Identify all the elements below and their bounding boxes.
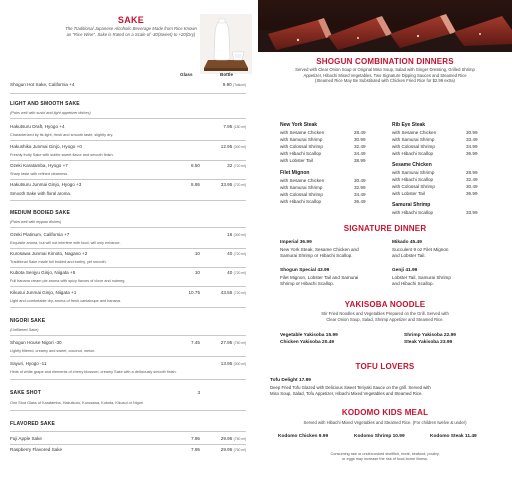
item-name: with Hibachi Scallop bbox=[280, 151, 322, 156]
price: 13.95 bbox=[220, 361, 233, 366]
item-glass-price: 10.75 bbox=[188, 290, 200, 295]
kids-description: Served with Hibachi Mixed Vegetables and Steamed Rice. (For children twelve & under) bbox=[303, 420, 467, 425]
tofu-item-name: Tofu Delight 17.99 bbox=[270, 378, 311, 383]
unit: (300 ml) bbox=[233, 145, 246, 149]
item-price: 34.49 bbox=[354, 151, 366, 156]
item-price: 28.99 bbox=[466, 170, 478, 175]
item-price: 36.99 bbox=[466, 151, 478, 156]
item-desc: Characterized by its light, fresh and smooth taste, slightly dry. bbox=[10, 133, 114, 137]
sake-row bbox=[10, 447, 250, 453]
tofu-title: TOFU LOVERS bbox=[355, 362, 415, 371]
signature-item-name: Genji 41.99 bbox=[392, 268, 418, 273]
signature-item-desc bbox=[280, 247, 359, 259]
divider bbox=[10, 356, 246, 357]
dinner-column bbox=[258, 0, 512, 484]
item-price: 36.49 bbox=[354, 199, 366, 204]
sake-row bbox=[10, 232, 250, 238]
divider bbox=[10, 248, 246, 249]
desc-line: Shrimp or Hibachi Scallop. bbox=[280, 281, 335, 287]
desc-line: Filet Mignon, Lobster Tail and Samurai bbox=[280, 275, 359, 280]
signature-title: SIGNATURE DINNER bbox=[343, 224, 427, 233]
unit: (300 ml) bbox=[233, 233, 246, 237]
signature-item-desc bbox=[392, 247, 448, 259]
sake-row bbox=[10, 436, 250, 442]
combo-item bbox=[280, 144, 366, 149]
item-name: Kubota Senjyu Ginjo, Niigata +5 bbox=[10, 270, 76, 275]
item-price: 32.49 bbox=[466, 177, 478, 182]
section-title: LIGHT AND SMOOTH SAKE bbox=[10, 101, 80, 107]
item-name: with Samurai Shrimp bbox=[392, 170, 435, 175]
combo-item bbox=[392, 144, 478, 149]
section-subtitle: (Pairs well with sushi and light appetizer dishes) bbox=[10, 111, 91, 115]
yakisoba-description bbox=[270, 311, 500, 322]
item-glass-price: 10 bbox=[194, 251, 200, 256]
section-subtitle: One Shot Glass of Karatamba, Hakutsuru, Kurosawa, Kubota, Kikusui or Nigori bbox=[10, 401, 143, 405]
item-price: 30.49 bbox=[466, 184, 478, 189]
bottle-column-label: Bottle bbox=[220, 72, 234, 77]
combo-item bbox=[280, 192, 366, 197]
item-desc: Traditional Sake made full bodied and earthy, yet smooth. bbox=[10, 260, 107, 264]
item-glass-price: 7.45 bbox=[191, 340, 200, 345]
item-name: with Samurai Shrimp bbox=[392, 137, 435, 142]
food-safety-notice bbox=[298, 452, 472, 462]
desc-line: Succulent 9 oz Filet Mignon bbox=[392, 247, 449, 252]
desc-line: Lobster Tail, Samurai Shrimp bbox=[392, 275, 451, 280]
item-price: 28.49 bbox=[354, 130, 366, 135]
price: 16 bbox=[227, 232, 233, 237]
yakisoba-item: Steak Yakisoba 23.99 bbox=[404, 340, 453, 345]
combo-item bbox=[280, 137, 366, 142]
item-price: 33.49 bbox=[466, 137, 478, 142]
item-price: 30.99 bbox=[354, 137, 366, 142]
item-name: with Hibachi Scallop bbox=[392, 177, 434, 182]
divider bbox=[10, 160, 246, 161]
sake-row bbox=[10, 144, 250, 150]
desc-line: Clear Onion Soup, Salad, Shrimp Appetizer and Steamed Rice. bbox=[326, 316, 444, 322]
unit: (Tokkuri) bbox=[233, 83, 246, 87]
steak-photo bbox=[258, 0, 512, 52]
divider bbox=[10, 227, 246, 228]
item-desc: Sharp taste with refined clearness. bbox=[10, 172, 69, 176]
divider bbox=[10, 267, 246, 268]
item-desc: Smooth Sake with floral aroma. bbox=[10, 191, 72, 196]
item-price: 30.99 bbox=[466, 130, 478, 135]
desc-line: Samurai Shrimp or Hibachi Scallop. bbox=[280, 253, 353, 259]
combo-item bbox=[392, 137, 478, 142]
price: 40 bbox=[227, 251, 233, 256]
item-bottle-price bbox=[206, 436, 246, 441]
unit: (720 ml) bbox=[233, 183, 246, 187]
divider bbox=[10, 118, 246, 119]
sake-row bbox=[10, 270, 250, 276]
item-glass-price: 8.95 bbox=[191, 182, 200, 187]
item-desc: Light and comfortable dry, aroma of fresh cantaloupe and banana. bbox=[10, 299, 121, 303]
item-bottle-price bbox=[206, 232, 246, 237]
item-desc: Full banana cream pie aroma with spicy flavors of clove and nutmeg. bbox=[10, 279, 126, 283]
unit: (720 ml) bbox=[233, 271, 246, 275]
combo-group-title: New York Steak bbox=[280, 122, 318, 128]
divider bbox=[10, 335, 246, 336]
hot-sake-row bbox=[10, 82, 250, 88]
signature-item-desc bbox=[280, 275, 358, 287]
sake-row bbox=[10, 251, 250, 257]
kids-item: Kodomo Steak 11.49 bbox=[430, 434, 477, 439]
glass-column-label: Glass bbox=[180, 72, 193, 77]
item-name: with Hibachi Scallop bbox=[392, 210, 434, 215]
divider bbox=[10, 93, 246, 94]
item-bottle-price bbox=[206, 124, 246, 129]
item-name: Hakutsuru Draft, Hyogo +4 bbox=[10, 124, 65, 129]
sake-subtitle-line: as "Rice Wine". Sake is Rated on a Scale of -30(Sweet) to +20(Dry) bbox=[66, 31, 196, 37]
item-desc: Exquisite aroma, but will not interfere with food; will only enhance. bbox=[10, 241, 121, 245]
divider bbox=[10, 307, 246, 308]
signature-item-name: Shogun Special 43.99 bbox=[280, 268, 330, 273]
notice-line: or eggs may increase the risk of food-borne illness. bbox=[342, 457, 428, 462]
combo-desc-line: Appetizer, Hibachi Mixed Vegetables, Two Signature Dipping Sauces and Steamed Rice bbox=[303, 72, 467, 78]
unit: (180 ml) bbox=[233, 125, 246, 129]
item-price: 30.49 bbox=[354, 178, 366, 183]
item-glass-price: 8.50 bbox=[191, 163, 200, 168]
item-name: with Lobster Tail bbox=[280, 158, 313, 163]
combo-item bbox=[280, 158, 366, 163]
item-glass-price: 7.95 bbox=[191, 447, 200, 452]
desc-line: and Hibachi Scallop. bbox=[392, 281, 434, 287]
section-title: SAKE SHOT bbox=[10, 390, 41, 396]
item-bottle-price bbox=[206, 447, 246, 452]
item-bottle-price bbox=[206, 361, 246, 366]
divider bbox=[10, 379, 246, 380]
divider bbox=[10, 410, 246, 411]
item-name: Shogun Hot Sake, California +4 bbox=[10, 82, 75, 87]
item-name: with Samurai Shrimp bbox=[280, 185, 323, 190]
price: 7.95 bbox=[223, 124, 233, 129]
unit: (720 ml) bbox=[233, 164, 246, 168]
signature-item-name: Mikado 45.49 bbox=[392, 240, 422, 245]
unit: (750 ml) bbox=[233, 341, 246, 345]
item-price: 32.49 bbox=[354, 144, 366, 149]
combo-group-title: Sesame Chicken bbox=[392, 162, 432, 168]
divider bbox=[10, 179, 246, 180]
sake-subtitle-line: The Traditional Japanese Alcoholic Beverage Made from Rice Known bbox=[65, 26, 197, 31]
item-bottle-price bbox=[206, 182, 246, 187]
item-name: Kikusui Junmai Ginjo, Niigata +1 bbox=[10, 290, 77, 295]
unit: (750 ml) bbox=[233, 448, 246, 452]
item-name: Ozeki Karatamba, Hyogo +7 bbox=[10, 163, 68, 168]
combo-group-title: Rib Eye Steak bbox=[392, 122, 426, 128]
item-desc: Lightly filtered, creamy and sweet, coconut, melon. bbox=[10, 349, 96, 353]
divider bbox=[10, 286, 246, 287]
divider bbox=[10, 140, 246, 141]
item-name: with Colossal Shrimp bbox=[392, 144, 435, 149]
combo-title: SHOGUN COMBINATION DINNERS bbox=[316, 57, 454, 66]
combo-item bbox=[280, 199, 366, 204]
shot-price: 3 bbox=[197, 390, 200, 395]
sake-row bbox=[10, 163, 250, 169]
combo-item bbox=[280, 130, 366, 135]
desc-line: and Lobster Tail. bbox=[392, 253, 426, 259]
item-bottle-price bbox=[206, 340, 246, 345]
combo-description bbox=[270, 67, 500, 84]
combo-desc-line: Served with Clear Onion Soup or Original Miso Soup, Salad with Ginger Dressing, Grilled Shrimp bbox=[295, 67, 475, 72]
item-name: Shogun House Nigori -30 bbox=[10, 340, 62, 345]
item-name: with Samurai Shrimp bbox=[280, 137, 323, 142]
price: 29.95 bbox=[220, 436, 233, 441]
price: 40 bbox=[227, 270, 233, 275]
item-desc: Freshly fruity Sake with subtle sweet flavor and smooth finish. bbox=[10, 153, 114, 157]
item-price: 32.99 bbox=[354, 185, 366, 190]
item-name: with Colossal Shrimp bbox=[392, 184, 435, 189]
unit: (300 ml) bbox=[233, 362, 246, 366]
item-name: with Colossal Shrimp bbox=[280, 192, 323, 197]
combo-item bbox=[392, 191, 478, 196]
combo-group-title: Samurai Shrimp bbox=[392, 202, 431, 208]
item-glass-price: 7.95 bbox=[191, 436, 200, 441]
combo-group-title: Filet Mignon bbox=[280, 170, 310, 176]
combo-item bbox=[392, 151, 478, 156]
item-glass-price: 10 bbox=[194, 270, 200, 275]
price: 27.95 bbox=[220, 340, 233, 345]
price: 9.90 bbox=[222, 82, 232, 87]
item-bottle-price bbox=[206, 163, 246, 168]
combo-item bbox=[392, 170, 478, 175]
item-name: with Hibachi Scallop bbox=[280, 199, 322, 204]
price: 32 bbox=[227, 163, 233, 168]
section-subtitle: (Unfiltered Sake) bbox=[10, 328, 39, 332]
signature-item-name: Imperial 36.99 bbox=[280, 240, 312, 245]
sake-row bbox=[10, 340, 250, 346]
unit: (720 ml) bbox=[233, 252, 246, 256]
kids-title: KODOMO KIDS MEAL bbox=[341, 408, 429, 417]
sake-title: SAKE bbox=[117, 15, 145, 25]
item-bottle-price bbox=[206, 144, 246, 149]
combo-item bbox=[392, 210, 478, 215]
item-bottle-price bbox=[206, 270, 246, 275]
item-price: 36.99 bbox=[466, 191, 478, 196]
item-name: Raspberry Flavored Sake bbox=[10, 447, 63, 452]
combo-item bbox=[392, 184, 478, 189]
yakisoba-title: YAKISOBA NOODLE bbox=[344, 300, 426, 309]
divider bbox=[10, 431, 246, 432]
item-price: 38.99 bbox=[354, 158, 366, 163]
combo-item bbox=[392, 177, 478, 182]
kids-item: Kodomo Shrimp 10.99 bbox=[354, 434, 405, 439]
combo-item bbox=[280, 178, 366, 183]
item-bottle-price bbox=[206, 82, 246, 87]
shot-row bbox=[10, 390, 250, 396]
item-name: Ozeki Platinum, California +7 bbox=[10, 232, 70, 237]
item-price: 34.49 bbox=[354, 192, 366, 197]
combo-desc-line: (Steamed Rice May Be Substituted with Chicken Fried Rice for $2.99 extra) bbox=[315, 78, 455, 84]
price: 12.95 bbox=[220, 144, 233, 149]
item-price: 33.99 bbox=[466, 210, 478, 215]
section-title: MEDIUM BODIED SAKE bbox=[10, 210, 70, 216]
sake-subtitle bbox=[62, 26, 200, 38]
section-subtitle: (Pairs well with teppan dishes) bbox=[10, 220, 62, 224]
combo-item bbox=[280, 151, 366, 156]
price: 29.95 bbox=[220, 447, 233, 452]
tofu-item-desc bbox=[270, 385, 431, 397]
sake-row bbox=[10, 182, 250, 188]
sake-row bbox=[10, 361, 250, 367]
unit: (720 ml) bbox=[233, 291, 246, 295]
item-name: with Lobster Tail bbox=[392, 191, 425, 196]
item-bottle-price bbox=[206, 251, 246, 256]
item-name: Kurosawa Junmai Kimoto, Nagano +2 bbox=[10, 251, 88, 256]
item-price: 34.99 bbox=[466, 144, 478, 149]
desc-line: New York Steak, Sesame Chicken and bbox=[280, 247, 359, 252]
unit: (750 ml) bbox=[233, 437, 246, 441]
price: 43.55 bbox=[220, 290, 233, 295]
divider bbox=[10, 444, 246, 445]
yakisoba-item: Vegetable Yakisoba 15.99 bbox=[280, 333, 338, 338]
desc-line: Stir Fried Noodles and Vegetables Prepared on the Grill. Served with bbox=[321, 311, 449, 316]
divider bbox=[10, 200, 246, 201]
section-title: NIGORI SAKE bbox=[10, 318, 46, 324]
sake-row bbox=[10, 124, 250, 130]
item-name: with Hibachi Scallop bbox=[392, 151, 434, 156]
item-bottle-price bbox=[206, 290, 246, 295]
item-name: Hakutsuru Junmai Ginjo, Hyogo +3 bbox=[10, 182, 82, 187]
item-name: with Colossal Shrimp bbox=[280, 144, 323, 149]
item-name: with Sesame Chicken bbox=[280, 130, 325, 135]
item-name: Sayuri, Hyogo -11 bbox=[10, 361, 47, 366]
price: 33.95 bbox=[220, 182, 233, 187]
combo-item bbox=[392, 130, 478, 135]
item-name: Fuji Apple Sake bbox=[10, 436, 42, 441]
section-title: FLAVORED SAKE bbox=[10, 421, 56, 427]
desc-line: Miso Soup, Salad, Tofu Appetizer, Hibachi Mixed Vegetables and Steamed Rice. bbox=[270, 390, 423, 396]
yakisoba-item: Shrimp Yakisoba 22.99 bbox=[404, 333, 456, 338]
sake-set-photo bbox=[200, 14, 252, 74]
yakisoba-item: Chicken Yakisoba 20.49 bbox=[280, 340, 335, 345]
signature-item-desc bbox=[392, 275, 451, 287]
item-name: with Sesame Chicken bbox=[392, 130, 437, 135]
item-name: Hakushika Junmai Ginjo, Hyogo +0 bbox=[10, 144, 82, 149]
item-name: with Sesame Chicken bbox=[280, 178, 325, 183]
notice-line: Consuming raw or undercooked shellfish, meat, seafood, poultry, bbox=[330, 452, 440, 456]
combo-item bbox=[280, 185, 366, 190]
desc-line: Deep Fried Tofu Glazed with Delicious Sweet Teriyaki Sauce on the grill. Served with bbox=[270, 385, 431, 390]
sake-row bbox=[10, 290, 250, 296]
item-desc: Hints of white grape and elements of cherry blossom, creamy Sake with a deliciously smooth finish. bbox=[10, 370, 177, 374]
kids-item: Kodomo Chicken 9.99 bbox=[278, 434, 329, 439]
